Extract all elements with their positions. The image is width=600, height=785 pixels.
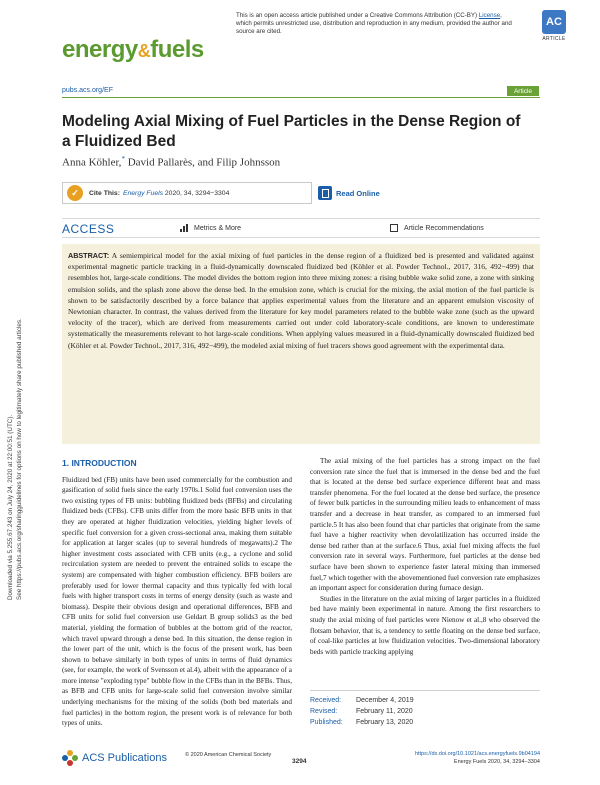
journal-url[interactable]: pubs.acs.org/EF	[62, 87, 113, 94]
corresponding-author-mark[interactable]: *	[121, 155, 125, 163]
received-label: Received:	[310, 697, 342, 704]
author-others[interactable]: David Pallarès, and Filip Johnsson	[124, 156, 281, 169]
author-kohler[interactable]: Anna Köhler,	[62, 156, 122, 169]
acs-ac-logo[interactable]: AC	[542, 10, 566, 34]
download-notice-strip	[6, 240, 36, 600]
cite-label: Cite This:	[89, 189, 120, 197]
published-date: February 13, 2020	[356, 719, 414, 726]
sharing-guidelines-line[interactable]: See https://pubs.acs.org/sharingguidelines for options on how to legitimately share published articles.	[16, 318, 23, 600]
download-notice-line: Downloaded via 5.255.67.243 on July 24, 2020 at 22:00:51 (UTC).	[7, 414, 14, 600]
recommendations-icon	[390, 224, 398, 232]
revised-date: February 11, 2020	[356, 708, 413, 715]
body-paragraph: Studies in the literature on the axial mixing of larger particles in a fluidized bed have mainly been experimental in nature. Among the first researchers to study the axial mixing of fuel particles were Nienow et al.,8 who observed the flotsam behavior, that is, a tendency to settle floating on the dense bed surface, of coal-like particles at low fluidization velocities. Two-dimensional laboratory beds with particle tracking applying	[310, 594, 540, 656]
oa-notice-text: This is an open access article published under a Creative Commons Attribution (CC-BY)	[236, 12, 478, 19]
acs-logo-caption: ARTICLE	[542, 36, 566, 42]
metrics-more-link[interactable]	[180, 224, 241, 232]
abstract-label: ABSTRACT:	[68, 251, 110, 260]
copyright-notice: © 2020 American Chemical Society	[185, 752, 272, 758]
header-divider	[62, 97, 540, 98]
page-number: 3294	[292, 758, 307, 765]
metrics-label: Metrics & More	[194, 224, 242, 232]
license-link[interactable]: License	[478, 12, 501, 19]
right-column	[310, 456, 540, 657]
recommendations-label: Article Recommendations	[404, 224, 484, 232]
author-list	[62, 155, 280, 169]
doi-block	[380, 750, 540, 766]
abstract-box	[62, 244, 540, 444]
journal-logo[interactable]	[62, 36, 204, 64]
oa-notice-text-2: , which permits unrestricted use, distribution and reproduction in any medium, provided the author and source are cited.	[236, 12, 512, 35]
cite-reference: 2020, 34, 3294−3304	[164, 189, 230, 197]
cite-this-box[interactable]	[62, 182, 312, 204]
published-label: Published:	[310, 719, 343, 726]
acs-publications-logo[interactable]	[62, 750, 167, 766]
revised-label: Revised:	[310, 708, 338, 715]
body-paragraph: Fluidized bed (FB) units have been used commercially for the combustion and gasification of solid fuels since the early 1970s.1 Solid fuel conversion uses the two existing types of FB units: bubbling fluidized beds (BFBs) and circulating fluidized beds (CFBs). CFB units differ from the more basic BFB units in that they are operated at higher fluidization velocities, yielding higher levels of specific fuel conversion for a given cross-sectional area, making them suitable for application at larger scales (up to several hundreds of megawatts).2 The higher investment costs associated with CFB units (e.g., a cyclone and solid recirculation system are needed to prevent the entrained solids to escape the system) are compensated with higher combustion efficiency. BFB boilers are preferably used for lower thermal capacity and thus typically fed with local fuels with higher transport costs in terms of energy density (such as waste and biomass). Despite their obvious design and operational differences, BFB and CFB units for solid fuel conversion use Geldart B group solids3 as the bed material, yielding the formation of bubbles at the bottom grid of the reactor, which travel upward through a dense bed. In this situation, the dense region in the lower part of the unit, which is the focus of the present work, has been shown to behave similarly in both types of units in terms of fluid dynamics (see, for example, the work of Svensson et al.4), albeit with the appearance of a more intense "exploding type" bubble flow in the CFBs than in the BFBs. Thus, as BFB and CFB units for large-scale solid fuel conversion involve similar underlying mechanisms for the mixing of the solids (both bed materials and fuel particles) in the bottom region, the present work is of relevance for both types of units.	[62, 475, 292, 728]
section-heading-introduction: 1. INTRODUCTION	[62, 458, 137, 468]
publisher-name: ACS Publications	[82, 752, 167, 764]
cite-row	[62, 178, 540, 208]
document-icon	[318, 186, 332, 200]
abstract-text: A semiempirical model for the axial mixing of fuel particles in the dense region of a fluidized bed is presented and validated against experimental magnetic particle tracking in a fluid-dynamically downscaled fluidized bed (Köhler et al. Powder Technol., 2017, 316, 492−499) that resembles hot, large-scale conditions. The model divides the bottom region into three mixing zones: a rising bubble wake solid zone, a zone with sinking emulsion solids, and the splash zone above the dense bed. In the emulsion zone, which is crucial for the mixing, the axial motion of the fuel particle is shown to be satisfactorily described by a force balance that applies experimental values from the literature and an apparent emulsion viscosity of Newtonian character. In contrast, the values derived from the literature for key model parameters related to the bubble wake zone (such as the upward velocity of the tracer), which are derived from measurements carried out under cold laboratory-scale conditions, are known to underestimate systematically the measurements relevant to hot large-scale conditions. When applying values measured in a fluid-dynamically downscaled fluidized bed (Köhler et al. Powder Technol., 2017, 316, 492−499), the modeled axial mixing of fuel tracers shows good agreement with the experimental data.	[68, 251, 534, 350]
acs-hexagon-icon	[62, 750, 78, 766]
access-label: ACCESS	[62, 222, 115, 236]
received-date: December 4, 2019	[356, 697, 414, 704]
open-access-notice	[236, 12, 516, 36]
body-paragraph: The axial mixing of the fuel particles has a strong impact on the fuel conversion rate since the fuel that is immersed in the dense bed and the fuel that is located at the dense bed surface experience different heat and mass transfer phenomena. For the fuel located at the dense bed surface, the presence of fewer bulk particles in the surrounding milieu leads to enhancement of mass transfer and a decrease in heat transfer, as compared to an immersed fuel particle.5 It has also been found that char particles that originate from the same fuel have a higher reactivity when devolatilization has occurred inside the dense bed rather than at the surface.6 Thus, axial fuel mixing affects the fuel conversion rate in several ways. Furthermore, fuel particles at the dense bed surface have been shown to experience faster lateral mixing than immersed fuel,7 which together with the abovementioned fuel conversion rate emphasizes an important aspect for consideration during furnace design.	[310, 457, 540, 593]
publication-dates	[310, 690, 540, 728]
journal-name-part2: fuels	[150, 36, 204, 63]
journal-name-part1: energy	[62, 36, 138, 63]
journal-ampersand: &	[137, 41, 151, 61]
article-type-badge: Article	[507, 86, 539, 96]
checkmark-icon: ✓	[67, 185, 83, 201]
cite-journal: Energy Fuels	[122, 189, 164, 197]
article-recommendations-link[interactable]	[390, 224, 484, 232]
left-column	[62, 456, 292, 729]
doi-link[interactable]: https://dx.doi.org/10.1021/acs.energyfuels.9b04194	[414, 751, 540, 757]
access-bar	[62, 218, 540, 238]
article-title: Modeling Axial Mixing of Fuel Particles in the Dense Region of a Fluidized Bed	[62, 113, 521, 150]
read-online-button[interactable]	[312, 182, 382, 204]
page-footer	[62, 748, 540, 774]
bar-chart-icon	[180, 224, 188, 232]
read-online-label: Read Online	[336, 188, 380, 198]
footer-citation: Energy Fuels 2020, 34, 3294−3304	[453, 759, 540, 765]
